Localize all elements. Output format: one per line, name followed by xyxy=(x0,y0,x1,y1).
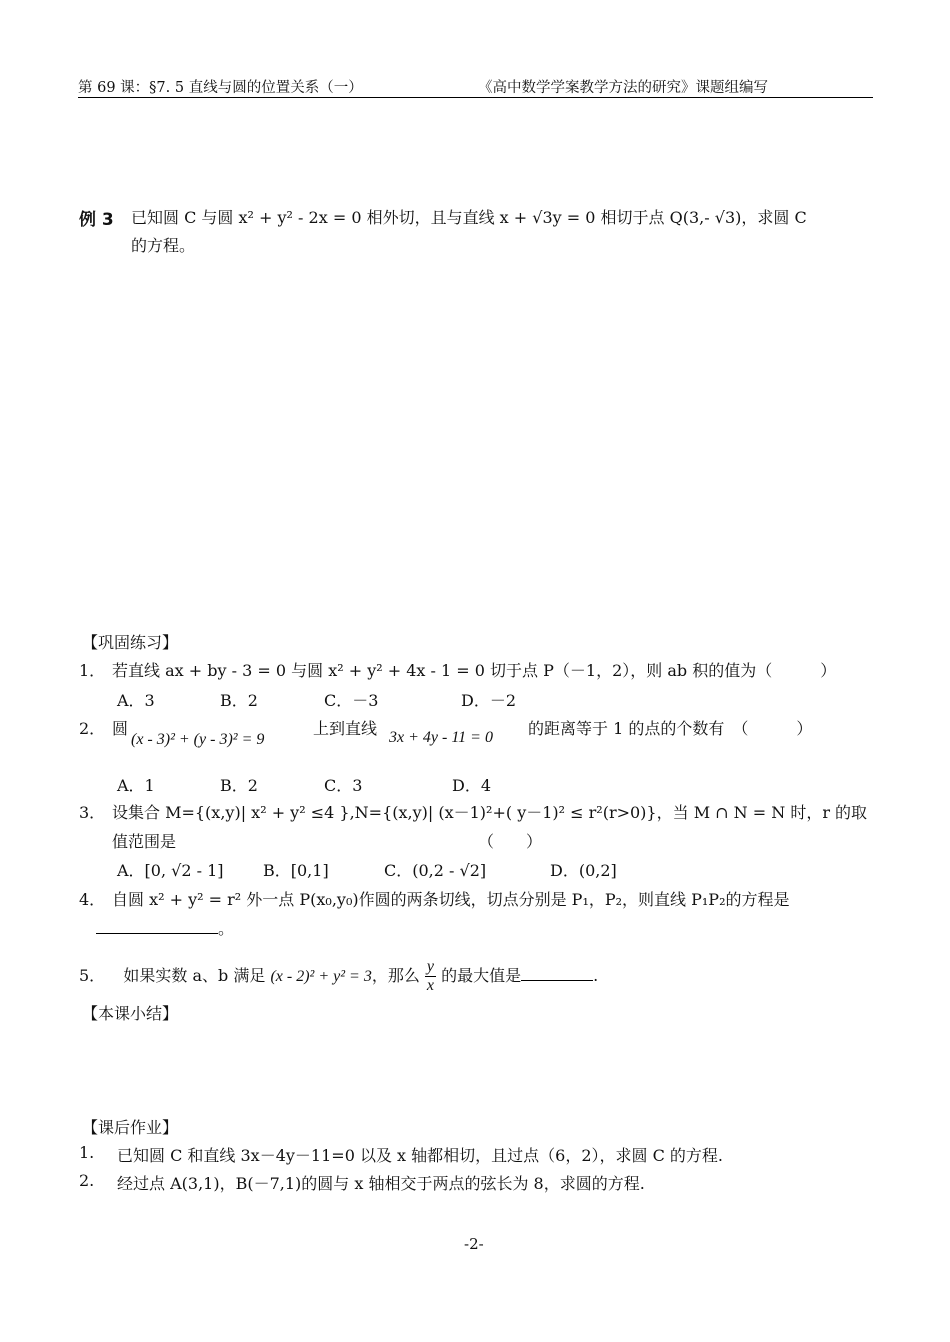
q5-blank xyxy=(521,966,593,981)
q4-blank xyxy=(96,915,218,934)
q5-number: 5． xyxy=(79,966,106,985)
q3-option-b: B．[0,1] xyxy=(263,861,329,880)
summary-heading: 【本课小结】 xyxy=(82,1004,179,1023)
q1-option-d: D．－2 xyxy=(461,691,517,710)
q2-option-b: B．2 xyxy=(220,776,258,795)
q5-fraction xyxy=(425,958,436,995)
q3-number: 3． xyxy=(79,803,106,822)
header-book-title: 《高中数学学案教学方法的研究》课题组编写 xyxy=(478,80,768,96)
q5-equation: (x - 2)² + y² = 3 xyxy=(270,968,372,985)
q2-line-equation: 3x + 4y - 11 = 0 xyxy=(389,729,493,746)
q3-text: 设集合 M={(x,y)| x² + y² ≤4 },N={(x,y)| (x－1)²+( y－1)² ≤ r²(r>0)}，当 M ∩ N = N 时，r 的取 xyxy=(112,803,868,822)
header-rule xyxy=(78,97,873,98)
q3-option-d: D．(0,2] xyxy=(550,861,617,880)
practice-heading: 【巩固练习】 xyxy=(82,633,179,652)
q1-option-c: C．－3 xyxy=(324,691,379,710)
q4-end: 。 xyxy=(218,919,235,938)
q3-option-c: C．(0,2 - √2] xyxy=(384,861,487,880)
q2-circle-equation: (x - 3)² + (y - 3)² = 9 xyxy=(131,731,265,748)
homework-1-text: 已知圆 C 和直线 3x－4y－11=0 以及 x 轴都相切，且过点（6，2），求圆 C 的方程. xyxy=(117,1146,724,1165)
example-label: 例 3 xyxy=(79,210,114,230)
q1-number: 1． xyxy=(79,661,106,680)
q1-text: 若直线 ax + by - 3 = 0 与圆 x² + y² + 4x - 1 = 0 切于点 P（－1，2），则 ab 积的值为（ ） xyxy=(112,661,837,680)
example-text-line2: 的方程。 xyxy=(131,236,196,255)
q4-answer-line xyxy=(96,915,234,939)
q5-text-c: 的最大值是 xyxy=(441,966,522,985)
homework-2-text: 经过点 A(3,1)，B(－7,1)的圆与 x 轴相交于两点的弦长为 8，求圆的方程. xyxy=(117,1174,645,1193)
q5-text-b: ，那么 xyxy=(371,966,420,985)
header-lesson-title: 第 69 课：§7. 5 直线与圆的位置关系（一） xyxy=(78,80,363,96)
q3-answer-paren: （ ） xyxy=(478,832,543,851)
homework-2-number: 2. xyxy=(79,1171,95,1190)
q2-option-a: A．1 xyxy=(117,776,155,795)
q2-text-b: 上到直线 xyxy=(313,719,378,738)
q5-fraction-denominator: x xyxy=(426,977,435,994)
q2-text-c: 的距离等于 1 的点的个数有 （ ） xyxy=(528,719,813,738)
q5-fraction-numerator: y xyxy=(426,958,435,975)
q1-option-b: B．2 xyxy=(220,691,258,710)
q5-line xyxy=(79,958,598,995)
q2-number: 2． xyxy=(79,719,106,738)
page-number: -2- xyxy=(464,1235,484,1253)
q2-option-d: D．4 xyxy=(452,776,492,795)
example-text-line1: 已知圆 C 与圆 x² + y² - 2x = 0 相外切，且与直线 x + √3y = 0 相切于点 Q(3,- √3)，求圆 C xyxy=(131,208,807,227)
q2-text-a: 圆 xyxy=(112,719,129,738)
q5-text-a: 如果实数 a、b 满足 xyxy=(123,966,266,985)
q4-text: 自圆 x² + y² = r² 外一点 P(x₀,y₀)作圆的两条切线，切点分别是 P₁，P₂，则直线 P₁P₂的方程是 xyxy=(112,890,790,909)
q3-text-2: 值范围是 xyxy=(112,832,177,851)
q1-option-a: A．3 xyxy=(117,691,155,710)
q4-number: 4． xyxy=(79,890,106,909)
q3-option-a: A．[0, √2 - 1] xyxy=(117,861,224,880)
q5-end: . xyxy=(593,966,599,985)
homework-heading: 【课后作业】 xyxy=(82,1118,179,1137)
homework-1-number: 1. xyxy=(79,1143,95,1162)
q2-option-c: C．3 xyxy=(324,776,363,795)
